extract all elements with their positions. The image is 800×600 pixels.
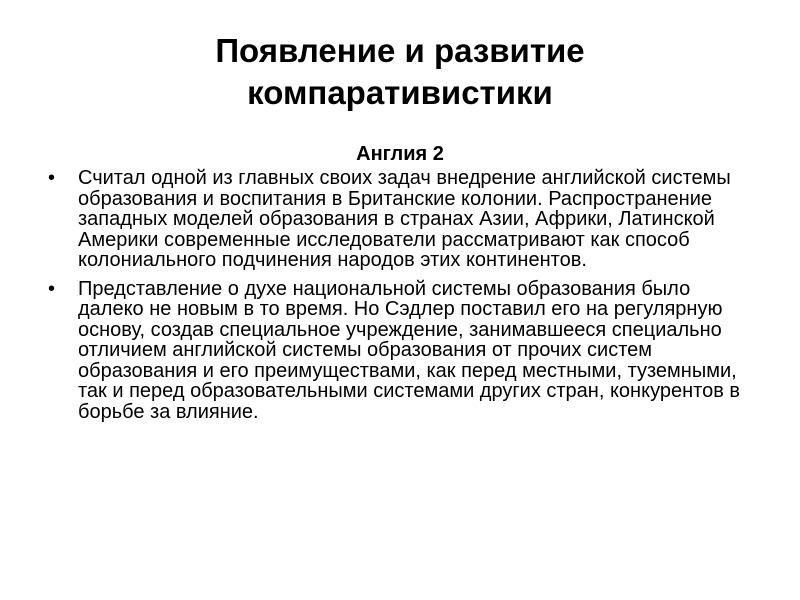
bullet-item bbox=[48, 168, 760, 271]
slide-subtitle: Англия 2 bbox=[356, 143, 444, 165]
bullet-dot-icon: • bbox=[48, 167, 56, 189]
slide-title bbox=[0, 30, 800, 114]
bullet-dot-icon: • bbox=[48, 277, 56, 300]
bullet-item bbox=[48, 279, 760, 423]
bullet-text: Представление о духе национальной системы образования было далеко не новым в то время. Но Сэдлер поставил его на регулярную основу, создав специальное учреждение, занимавшееся специально отличием английской системы образования от прочих систем образования и его преимуществами, как перед местными, туземными, так и перед образовательными системами других стран, конкурентов в борьбе за влияние. bbox=[78, 277, 741, 423]
bullet-list bbox=[48, 168, 760, 430]
bullet-text: Считал одной из главных своих задач внедрение английской системы образования и воспитания в Британские колонии. Распространение западных моделей образования в странах Азии, Африки, Латинской Америки современные исследователи рассматривают как способ колониального подчинения народов этих континентов. bbox=[78, 167, 731, 271]
title-line-1: Появление и развитие bbox=[215, 32, 585, 69]
title-line-2: компаративистики bbox=[247, 74, 553, 111]
